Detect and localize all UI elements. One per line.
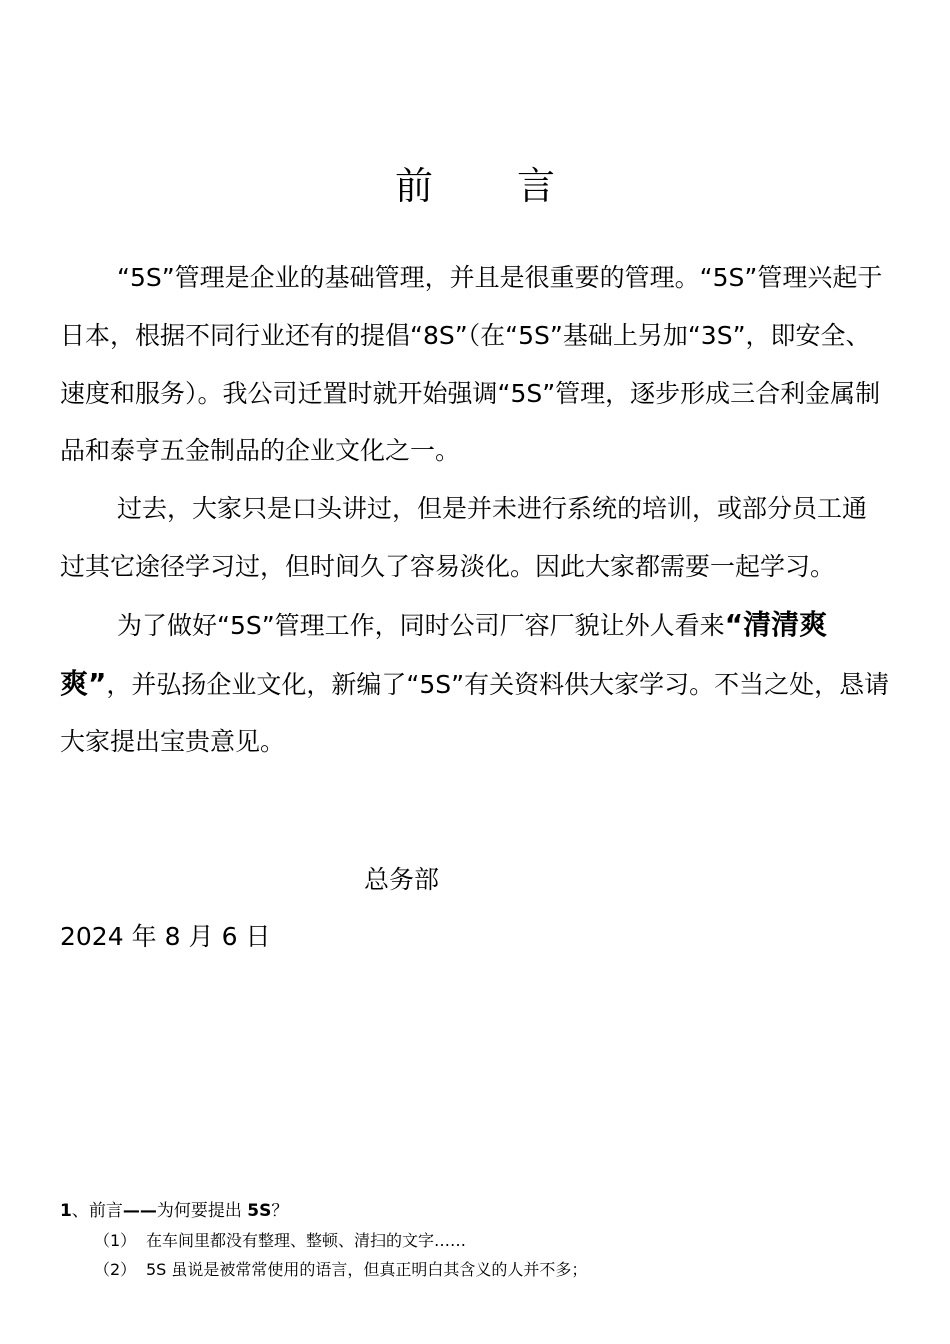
paragraph-text: 过去，大家只是口头讲过，但是并未进行系统的培训，或部分员工通过其它途径学习过，但时间久了容易淡化。因此大家都需要一起学习。: [60, 494, 868, 581]
emphasized-phrase: “清清爽爽”: [60, 607, 828, 700]
date-year-unit: 年: [131, 922, 157, 951]
section-title-part: 为何要提出: [156, 1201, 242, 1221]
list-item-text: 5S 虽说是被常常使用的语言，但真正明白其含义的人并不多；: [146, 1260, 588, 1279]
paragraph-text: 为了做好“5S”管理工作，同时公司厂容厂貌让外人看来: [117, 610, 725, 640]
list-item-number: （1）: [94, 1231, 137, 1250]
section-title-key: 5S: [247, 1201, 272, 1221]
page-title-char-2: 言: [517, 164, 556, 209]
date-day-unit: 日: [245, 922, 271, 951]
date-day: 6: [221, 922, 238, 951]
paragraph-text: “5S”管理是企业的基础管理，并且是很重要的管理。“5S”管理兴起于日本，根据不同行业还有的提倡“8S”（在“5S”基础上另加“3S”，即安全、速度和服务）。我公司迁置时就开始强调“5S”管理，逐步形成三合利金属制品和泰亨五金制品的企业文化之一。: [60, 263, 883, 466]
document-date: [60, 912, 270, 962]
section-separator: 、: [71, 1201, 89, 1221]
section-question-mark: ？: [271, 1201, 289, 1221]
section-list: [60, 1226, 890, 1284]
preface-paragraph-1: [60, 249, 890, 480]
page-title: [0, 161, 950, 211]
preface-paragraph-3: [60, 596, 890, 771]
date-year: 2024: [60, 922, 124, 951]
paragraph-text: ，并弘扬企业文化，新编了“5S”有关资料供大家学习。不当之处，恳请大家提出宝贵意见。: [60, 669, 890, 757]
list-item-text: 在车间里都没有整理、整顿、清扫的文字……: [146, 1231, 467, 1250]
list-item-number: （2）: [94, 1260, 137, 1279]
section-number: 1: [60, 1201, 72, 1221]
signature-department: 总务部: [364, 865, 440, 894]
date-month-unit: 月: [188, 922, 214, 951]
list-item: [60, 1226, 890, 1255]
section-heading: [60, 1196, 890, 1226]
page-title-char-1: 前: [394, 164, 433, 209]
preface-paragraph-2: [60, 480, 890, 596]
preface-body: [60, 249, 890, 771]
section-1: [60, 1196, 890, 1284]
list-item: [60, 1255, 890, 1284]
date-month: 8: [164, 922, 181, 951]
section-dash: ——: [122, 1201, 157, 1221]
section-title-part: 前言: [88, 1201, 123, 1221]
